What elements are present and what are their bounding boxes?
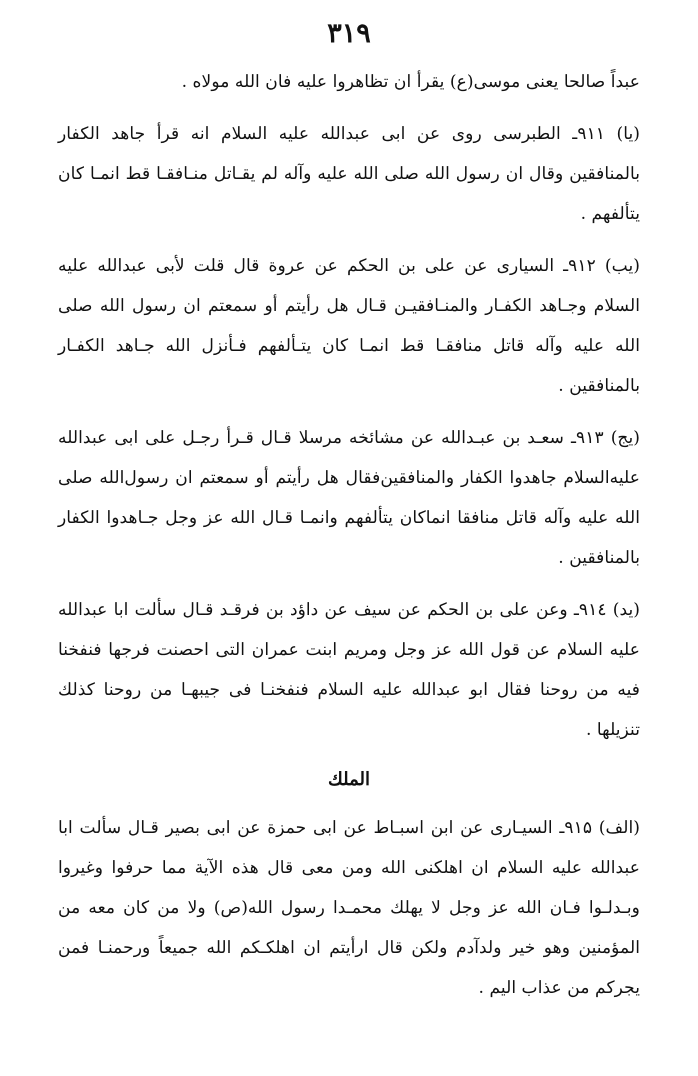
paragraph-hadith-914: (يد) ۹۱٤ـ وعن على بن الحكم عن سيف عن داؤد بن فرقـد قـال سألت ابا عبدالله عليه السلام عن قول الله عز وجل ومريم ابنت عمران التى احصنت فرجها فنفخنا فيه من روحنا فقال ابو عبدالله عليه السلام فنفخنـا فى جيبهـا من روحنا كذلك تنزيلها .: [58, 600, 640, 740]
page-number: ۳۱۹: [327, 18, 371, 49]
section-title: الملك: [327, 769, 371, 790]
paragraph-continuation: عبداً صالحا يعنى موسى(ع) يقرأ ان تظاهروا عليه فان الله مولاه .: [181, 72, 640, 92]
paragraph-hadith-915: (الف) ۹۱۵ـ السيـارى عن ابن اسبـاط عن ابى حمزة عن ابى بصير قـال سألت ابا عبدالله عليه السلام ان اهلكنى الله ومن معى قال هذه الآية مما حرفوا وغيروا وبـدلـوا فـان الله عز وجل لا يهلك محمـدا رسول الله(ص) ولا من كان معه من المؤمنين وهو خير ولدآدم ولكن قال ارأيتم ان اهلكـكم الله جميعاً ورحمنـا فمن يجركم من عذاب اليم .: [58, 818, 640, 998]
paragraph-hadith-912: (يب) ۹۱۲ـ السيارى عن على بن الحكم عن عروة قال قلت لأبى عبدالله عليه السلام وجـاهد الكفـار والمنـافقيـن قـال هل رأيتم أو سمعتم ان رسول الله صلى الله عليه وآله قاتل منافقـا قط انمـا كان يتـألفهم فـأنزل الله جـاهد الكفـار بالمنافقين .: [58, 256, 640, 396]
paragraph-hadith-913: (يج) ۹۱۳ـ سعـد بن عبـدالله عن مشائخه مرسلا قـال قـرأ رجـل على ابى عبدالله عليه‌السلام جاهدوا الكفار والمنافقين‌فقال هل رأيتم أو سمعتم ان رسول‌الله صلى الله عليه وآله قاتل منافقا انماكان يتألفهم وانمـا قـال الله عز وجل جـاهدوا الكفار بالمنافقين .: [58, 428, 640, 568]
paragraph-hadith-911: (يا) ۹۱۱ـ الطبرسى روى عن ابى عبدالله عليه السلام انه قرأ جاهد الكفار بالمنافقين وقال ان رسول الله صلى الله عليه وآله لم يقـاتل منـافقـا قط انمـا كان يتألفهم .: [58, 124, 640, 224]
body-text: [58, 62, 640, 1008]
